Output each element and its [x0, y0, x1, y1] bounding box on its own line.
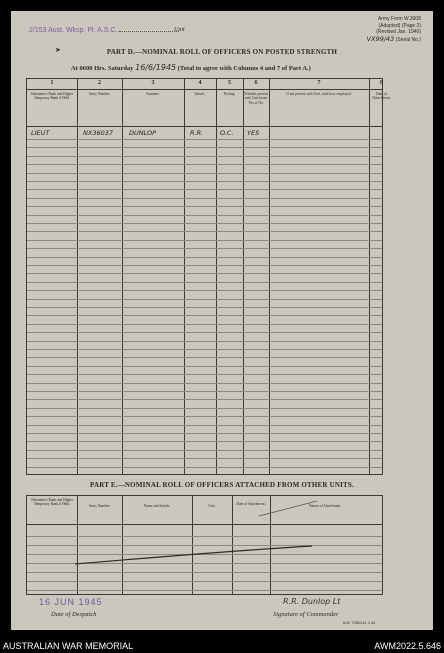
- row-rule: [27, 198, 382, 199]
- entry-present: YES: [247, 129, 260, 137]
- print-note: A.W. 7755/X41. 2-45: [343, 621, 376, 625]
- form-meta-line: (Revised Jan. 1940): [376, 29, 421, 35]
- row-rule: [27, 467, 382, 468]
- row-rule: [27, 383, 382, 384]
- unit-label: Unit: [174, 27, 185, 33]
- row-rule: [27, 341, 382, 342]
- row-rule: [27, 408, 382, 409]
- row-rule: [27, 139, 382, 140]
- row-rule: [27, 324, 382, 325]
- col-header-surname: Surname.: [146, 92, 160, 96]
- row-rule: [27, 332, 382, 333]
- row-rule: [27, 164, 382, 165]
- row-rule: [27, 189, 382, 190]
- col-header-detachment: Date of Detachment.: [372, 92, 391, 101]
- form-meta-line: Army Form W.3008: [377, 16, 421, 22]
- row-rule: [27, 290, 382, 291]
- entry-army-number: NX36037: [83, 129, 113, 137]
- col-num: 8: [380, 80, 383, 86]
- strike-through-line: [27, 496, 382, 594]
- archive-id: AWM2022.5.646: [374, 641, 441, 651]
- entry-rank: LIEUT: [31, 129, 50, 137]
- row-rule: [27, 156, 382, 157]
- col-num: 7: [317, 80, 321, 86]
- row-rule: [27, 299, 382, 300]
- row-rule: [27, 265, 382, 266]
- row-rule: [27, 425, 382, 426]
- col-header-rank: Substantive Rank and Higher Temporary Rank if Held.: [30, 92, 74, 101]
- row-rule: [27, 173, 382, 174]
- row-rule: [27, 433, 382, 434]
- part-d-table: [26, 78, 391, 475]
- row-rule: [27, 441, 382, 442]
- col-num: 2: [98, 80, 101, 86]
- row-rule: [27, 357, 382, 358]
- row-rule: [27, 240, 382, 241]
- arrow-icon: ➤: [55, 46, 61, 54]
- col-header-name: Name and Initials.: [143, 504, 171, 508]
- despatch-label: Date of Despatch: [51, 611, 97, 618]
- entry-posting: O.C.: [220, 129, 234, 137]
- serial-label: (Serial No.): [395, 36, 421, 43]
- row-rule: [27, 223, 382, 224]
- part-d-subtitle: At 0600 Hrs. Saturday 16/6/1945 (Total to agree with Columns 4 and 7 of Part A.): [71, 63, 311, 72]
- header-divider: [27, 126, 382, 127]
- col-num: 1: [50, 80, 54, 86]
- row-rule: [27, 282, 382, 283]
- row-rule: [27, 450, 382, 451]
- entry-surname: DUNLOP: [129, 129, 157, 137]
- row-rule: [27, 215, 382, 216]
- signature-label: Signature of Commander: [273, 611, 339, 618]
- row-rule: [27, 181, 382, 182]
- col-header-army-number: Army Number.: [88, 92, 111, 96]
- row-rule: [27, 257, 382, 258]
- col-header-attachment-nature: Nature of Attachment.: [308, 504, 342, 508]
- col-header-army-number: Army Number.: [88, 504, 111, 508]
- row-rule: [27, 399, 382, 400]
- row-rule: [27, 206, 382, 207]
- row-rule: [27, 147, 382, 148]
- col-num: 6: [254, 80, 258, 86]
- col-header-rank: Substantive Rank and Higher Temporary Rank if Held.: [30, 498, 74, 507]
- row-rule: [27, 458, 382, 459]
- document-page: [11, 11, 433, 630]
- col-num: 3: [151, 80, 155, 86]
- header-divider: [27, 89, 382, 90]
- row-rule: [27, 231, 382, 232]
- col-header-posting: Posting.: [223, 92, 236, 96]
- row-rule: [27, 374, 382, 375]
- row-rule: [27, 248, 382, 249]
- row-rule: [27, 349, 382, 350]
- unit-stamp: 2/153 Aust. Wksp. Pl. A.S.C.: [29, 27, 179, 34]
- part-e-table: [26, 495, 383, 595]
- despatch-date-stamp: 16 JUN 1945: [39, 597, 103, 607]
- row-rule: [27, 391, 382, 392]
- col-num: 5: [228, 80, 231, 86]
- row-rule: [27, 315, 382, 316]
- part-d-title: PART D.—NOMINAL ROLL OF OFFICERS ON POSTED STRENGTH: [106, 48, 338, 56]
- col-header-employed: If not present with Unit, state how employed.: [286, 92, 352, 96]
- col-header-initials: Initials.: [194, 92, 206, 96]
- part-e-title: PART E.—NOMINAL ROLL OF OFFICERS ATTACHED FROM OTHER UNITS.: [90, 481, 354, 489]
- serial-handwritten: VX99/43: [366, 34, 395, 43]
- row-rule: [27, 366, 382, 367]
- archive-name: AUSTRALIAN WAR MEMORIAL: [3, 641, 134, 651]
- row-rule: [27, 273, 382, 274]
- col-num: 4: [198, 80, 202, 86]
- form-meta: [367, 16, 421, 43]
- entry-initials: R.R.: [190, 129, 204, 137]
- col-header-present: Whether present with Unit Insert Yes or No.: [244, 92, 268, 105]
- col-header-unit: Unit.: [208, 504, 216, 508]
- form-meta-line: (Adapted) (Page 2): [378, 22, 421, 29]
- commander-signature: R.R. Dunlop Lt: [283, 597, 341, 606]
- row-rule: [27, 416, 382, 417]
- roll-date: 16/6/1945: [135, 63, 177, 72]
- col-header-attachment-date: Date of Attachment.: [236, 502, 266, 506]
- row-rule: [27, 307, 382, 308]
